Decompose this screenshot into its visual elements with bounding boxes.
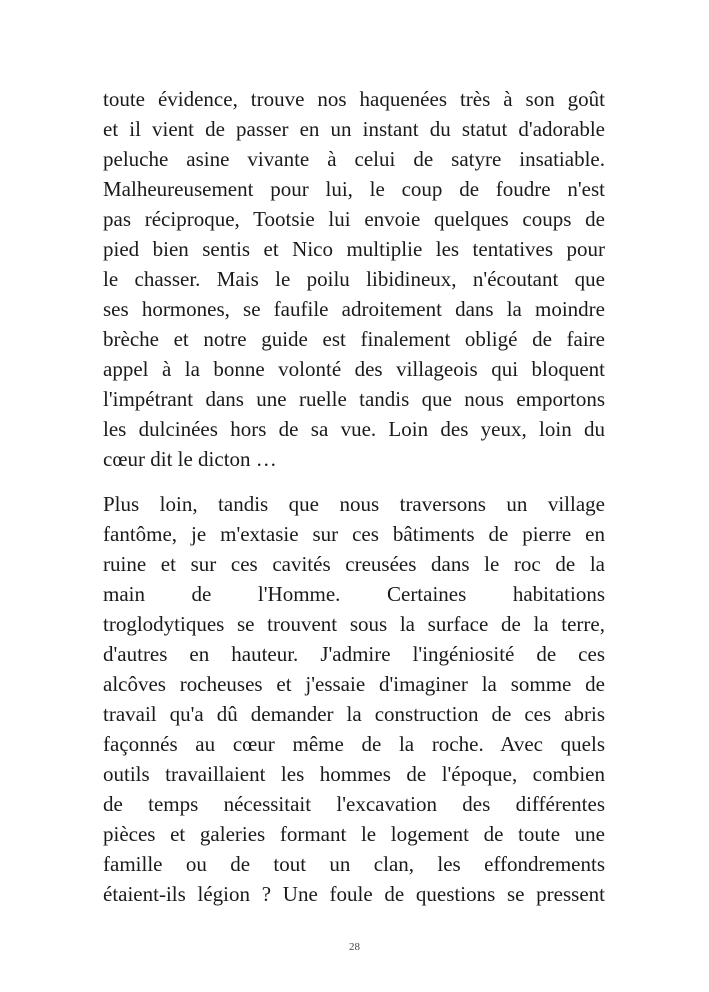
text-line: famille ou de tout un clan, les effondrements [103, 852, 605, 876]
paragraph-2 [103, 489, 605, 909]
page-number: 28 [349, 941, 360, 953]
text-line: brèche et notre guide est finalement obligé de faire [103, 327, 605, 351]
text-line: alcôves rocheuses et j'essaie d'imaginer la somme de [103, 672, 605, 696]
text-line: toute évidence, trouve nos haquenées très à son goût [103, 87, 605, 111]
text-line: fantôme, je m'extasie sur ces bâtiments de pierre en [103, 522, 605, 546]
text-line: travail qu'a dû demander la construction de ces abris [103, 702, 605, 726]
text-line: pas réciproque, Tootsie lui envoie quelques coups de [103, 207, 605, 231]
text-line: pied bien sentis et Nico multiplie les tentatives pour [103, 237, 605, 261]
text-line: d'autres en hauteur. J'admire l'ingéniosité de ces [103, 642, 605, 666]
text-line: Malheureusement pour lui, le coup de foudre n'est [103, 177, 605, 201]
text-line: les dulcinées hors de sa vue. Loin des yeux, loin du [103, 417, 605, 441]
text-line: le chasser. Mais le poilu libidineux, n'écoutant que [103, 267, 605, 291]
paragraph-1 [103, 84, 605, 474]
text-line: troglodytiques se trouvent sous la surface de la terre, [103, 612, 605, 636]
text-line: ses hormones, se faufile adroitement dans la moindre [103, 297, 605, 321]
text-line: et il vient de passer en un instant du statut d'adorable [103, 117, 605, 141]
text-line: façonnés au cœur même de la roche. Avec quels [103, 732, 605, 756]
text-line: étaient-ils légion ? Une foule de questions se pressent [103, 882, 605, 906]
text-line: peluche asine vivante à celui de satyre insatiable. [103, 147, 605, 171]
paragraph-spacer [103, 474, 605, 489]
text-line: Plus loin, tandis que nous traversons un village [103, 492, 605, 516]
text-line: cœur dit le dicton … [103, 447, 277, 471]
text-line: l'impétrant dans une ruelle tandis que nous emportons [103, 387, 605, 411]
text-line: de temps nécessitait l'excavation des différentes [103, 792, 605, 816]
text-line: pièces et galeries formant le logement de toute une [103, 822, 605, 846]
text-line: appel à la bonne volonté des villageois qui bloquent [103, 357, 605, 381]
text-line: ruine et sur ces cavités creusées dans le roc de la [103, 552, 605, 576]
body-text [103, 84, 605, 909]
text-line: outils travaillaient les hommes de l'époque, combien [103, 762, 605, 786]
text-line: main de l'Homme. Certaines habitations [103, 582, 605, 606]
